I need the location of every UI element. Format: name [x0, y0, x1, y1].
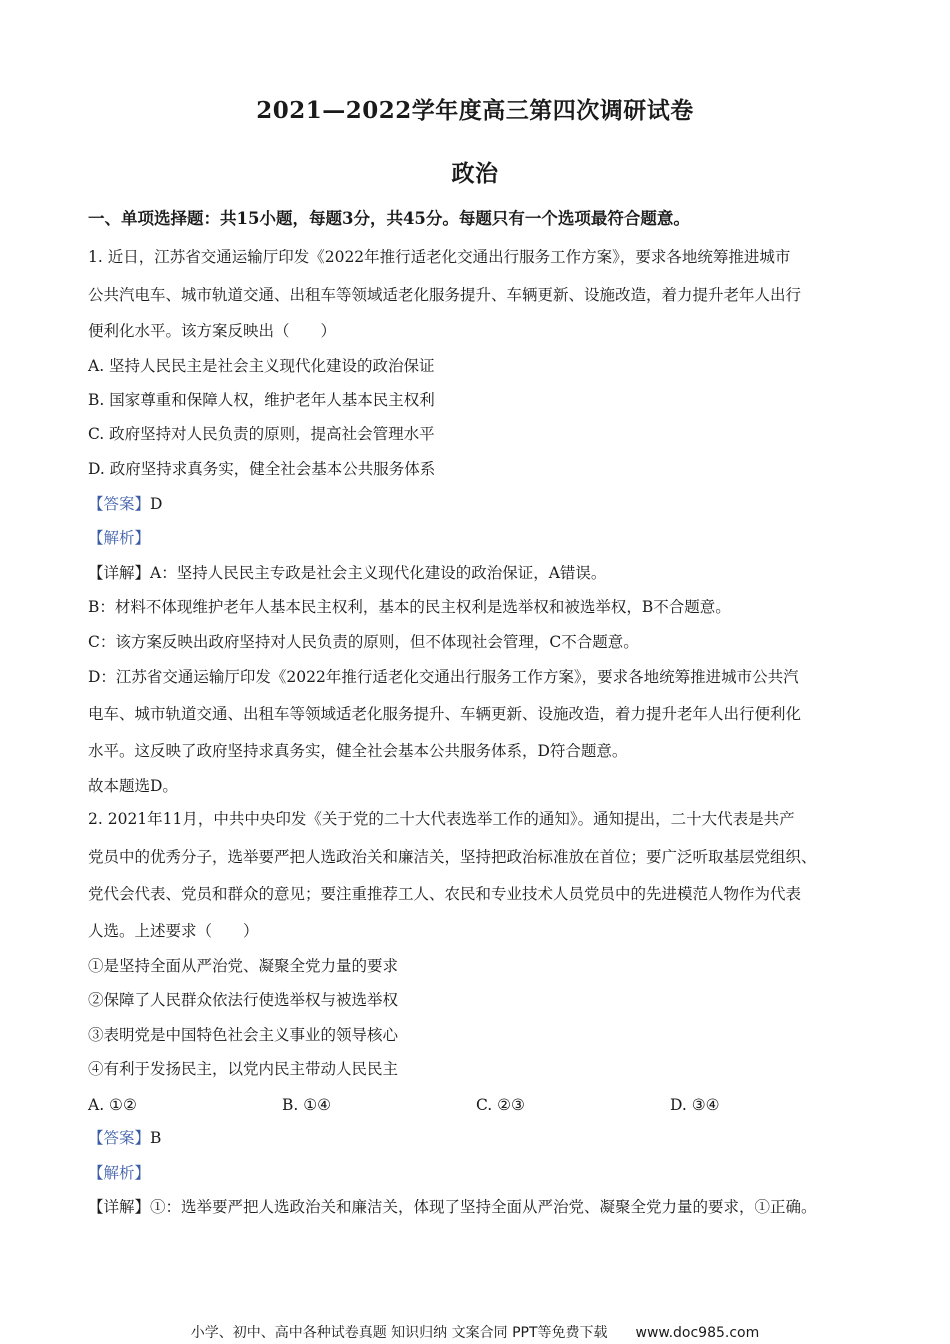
section-header: 一、单项选择题：共15小题，每题3分，共45分。每题只有一个选项最符合题意。	[88, 209, 690, 228]
q1-detail-line: 电车、城市轨道交通、出租车等领域适老化服务提升、车辆更新、设施改造，着力提升老年人出行便利化	[88, 705, 802, 723]
q2-analysis-tag: 【解析】	[88, 1164, 151, 1182]
q2-statement-1: ①是坚持全面从严治党、凝聚全党力量的要求	[88, 957, 399, 975]
detail-text: ①：选举要严把人选政治关和廉洁关，体现了坚持全面从严治党、凝聚全党力量的要求，①正确。	[150, 1198, 817, 1216]
q2-option-a: A. ①②	[88, 1096, 137, 1114]
q1-option-c: C. 政府坚持对人民负责的原则，提高社会管理水平	[88, 425, 435, 443]
subject-title: 政治	[451, 160, 499, 187]
q2-detail-line	[88, 1197, 878, 1217]
q2-option-c: C. ②③	[476, 1096, 525, 1114]
q1-detail-line: D：江苏省交通运输厅印发《2022年推行适老化交通出行服务工作方案》，要求各地统筹推进城市公共汽	[88, 668, 799, 686]
q1-answer	[88, 494, 878, 514]
q2-statement-2: ②保障了人民群众依法行使选举权与被选举权	[88, 991, 399, 1009]
exam-title: 2021—2022学年度高三第四次调研试卷	[256, 97, 694, 124]
q1-option-a: A. 坚持人民民主是社会主义现代化建设的政治保证	[88, 357, 435, 375]
q2-stem-line: 党代会代表、党员和群众的意见；要注重推荐工人、农民和专业技术人员党员中的先进模范人物作为代表	[88, 885, 802, 903]
q2-stem-line: 人选。上述要求（ ）	[88, 922, 259, 940]
detail-tag: 【详解】	[88, 1198, 151, 1216]
q1-detail-line: 水平。这反映了政府坚持求真务实，健全社会基本公共服务体系，D符合题意。	[88, 742, 628, 760]
q1-stem-line: 便利化水平。该方案反映出（ ）	[88, 322, 337, 340]
q2-statement-3: ③表明党是中国特色社会主义事业的领导核心	[88, 1026, 399, 1044]
q1-detail-line: C：该方案反映出政府坚持对人民负责的原则，但不体现社会管理，C不合题意。	[88, 633, 639, 651]
answer-value: D	[150, 495, 163, 513]
page-footer: 小学、初中、高中各种试卷真题 知识归纳 文案合同 PPT等免费下载 www.doc985.com	[190, 1325, 760, 1341]
q1-analysis-tag: 【解析】	[88, 529, 151, 547]
q1-stem-line: 1. 近日，江苏省交通运输厅印发《2022年推行适老化交通出行服务工作方案》，要求各地统筹推进城市	[88, 248, 791, 266]
answer-value: B	[150, 1129, 162, 1147]
q1-option-d: D. 政府坚持求真务实，健全社会基本公共服务体系	[88, 460, 436, 478]
q2-stem-line: 党员中的优秀分子，选举要严把人选政治关和廉洁关，坚持把政治标准放在首位；要广泛听取基层党组织、	[88, 848, 817, 866]
detail-text: A：坚持人民民主专政是社会主义现代化建设的政治保证，A错误。	[150, 564, 607, 582]
q1-detail-line: B：材料不体现维护老年人基本民主权利，基本的民主权利是选举权和被选举权，B不合题意。	[88, 598, 731, 616]
q2-statement-4: ④有利于发扬民主，以党内民主带动人民民主	[88, 1060, 399, 1078]
q2-option-b: B. ①④	[282, 1096, 332, 1114]
q1-option-b: B. 国家尊重和保障人权，维护老年人基本民主权利	[88, 391, 435, 409]
q1-stem-line: 公共汽电车、城市轨道交通、出租车等领域适老化服务提升、车辆更新、设施改造，着力提升老年人出行	[88, 286, 802, 304]
detail-tag: 【详解】	[88, 564, 151, 582]
q2-stem-line: 2. 2021年11月，中共中央印发《关于党的二十大代表选举工作的通知》。通知提出，二十大代表是共产	[88, 810, 795, 828]
q1-detail-line	[88, 563, 878, 583]
answer-tag: 【答案】	[88, 495, 151, 513]
q2-option-d: D. ③④	[670, 1096, 720, 1114]
answer-tag: 【答案】	[88, 1129, 151, 1147]
q2-answer	[88, 1128, 878, 1148]
q1-detail-line: 故本题选D。	[88, 777, 178, 795]
